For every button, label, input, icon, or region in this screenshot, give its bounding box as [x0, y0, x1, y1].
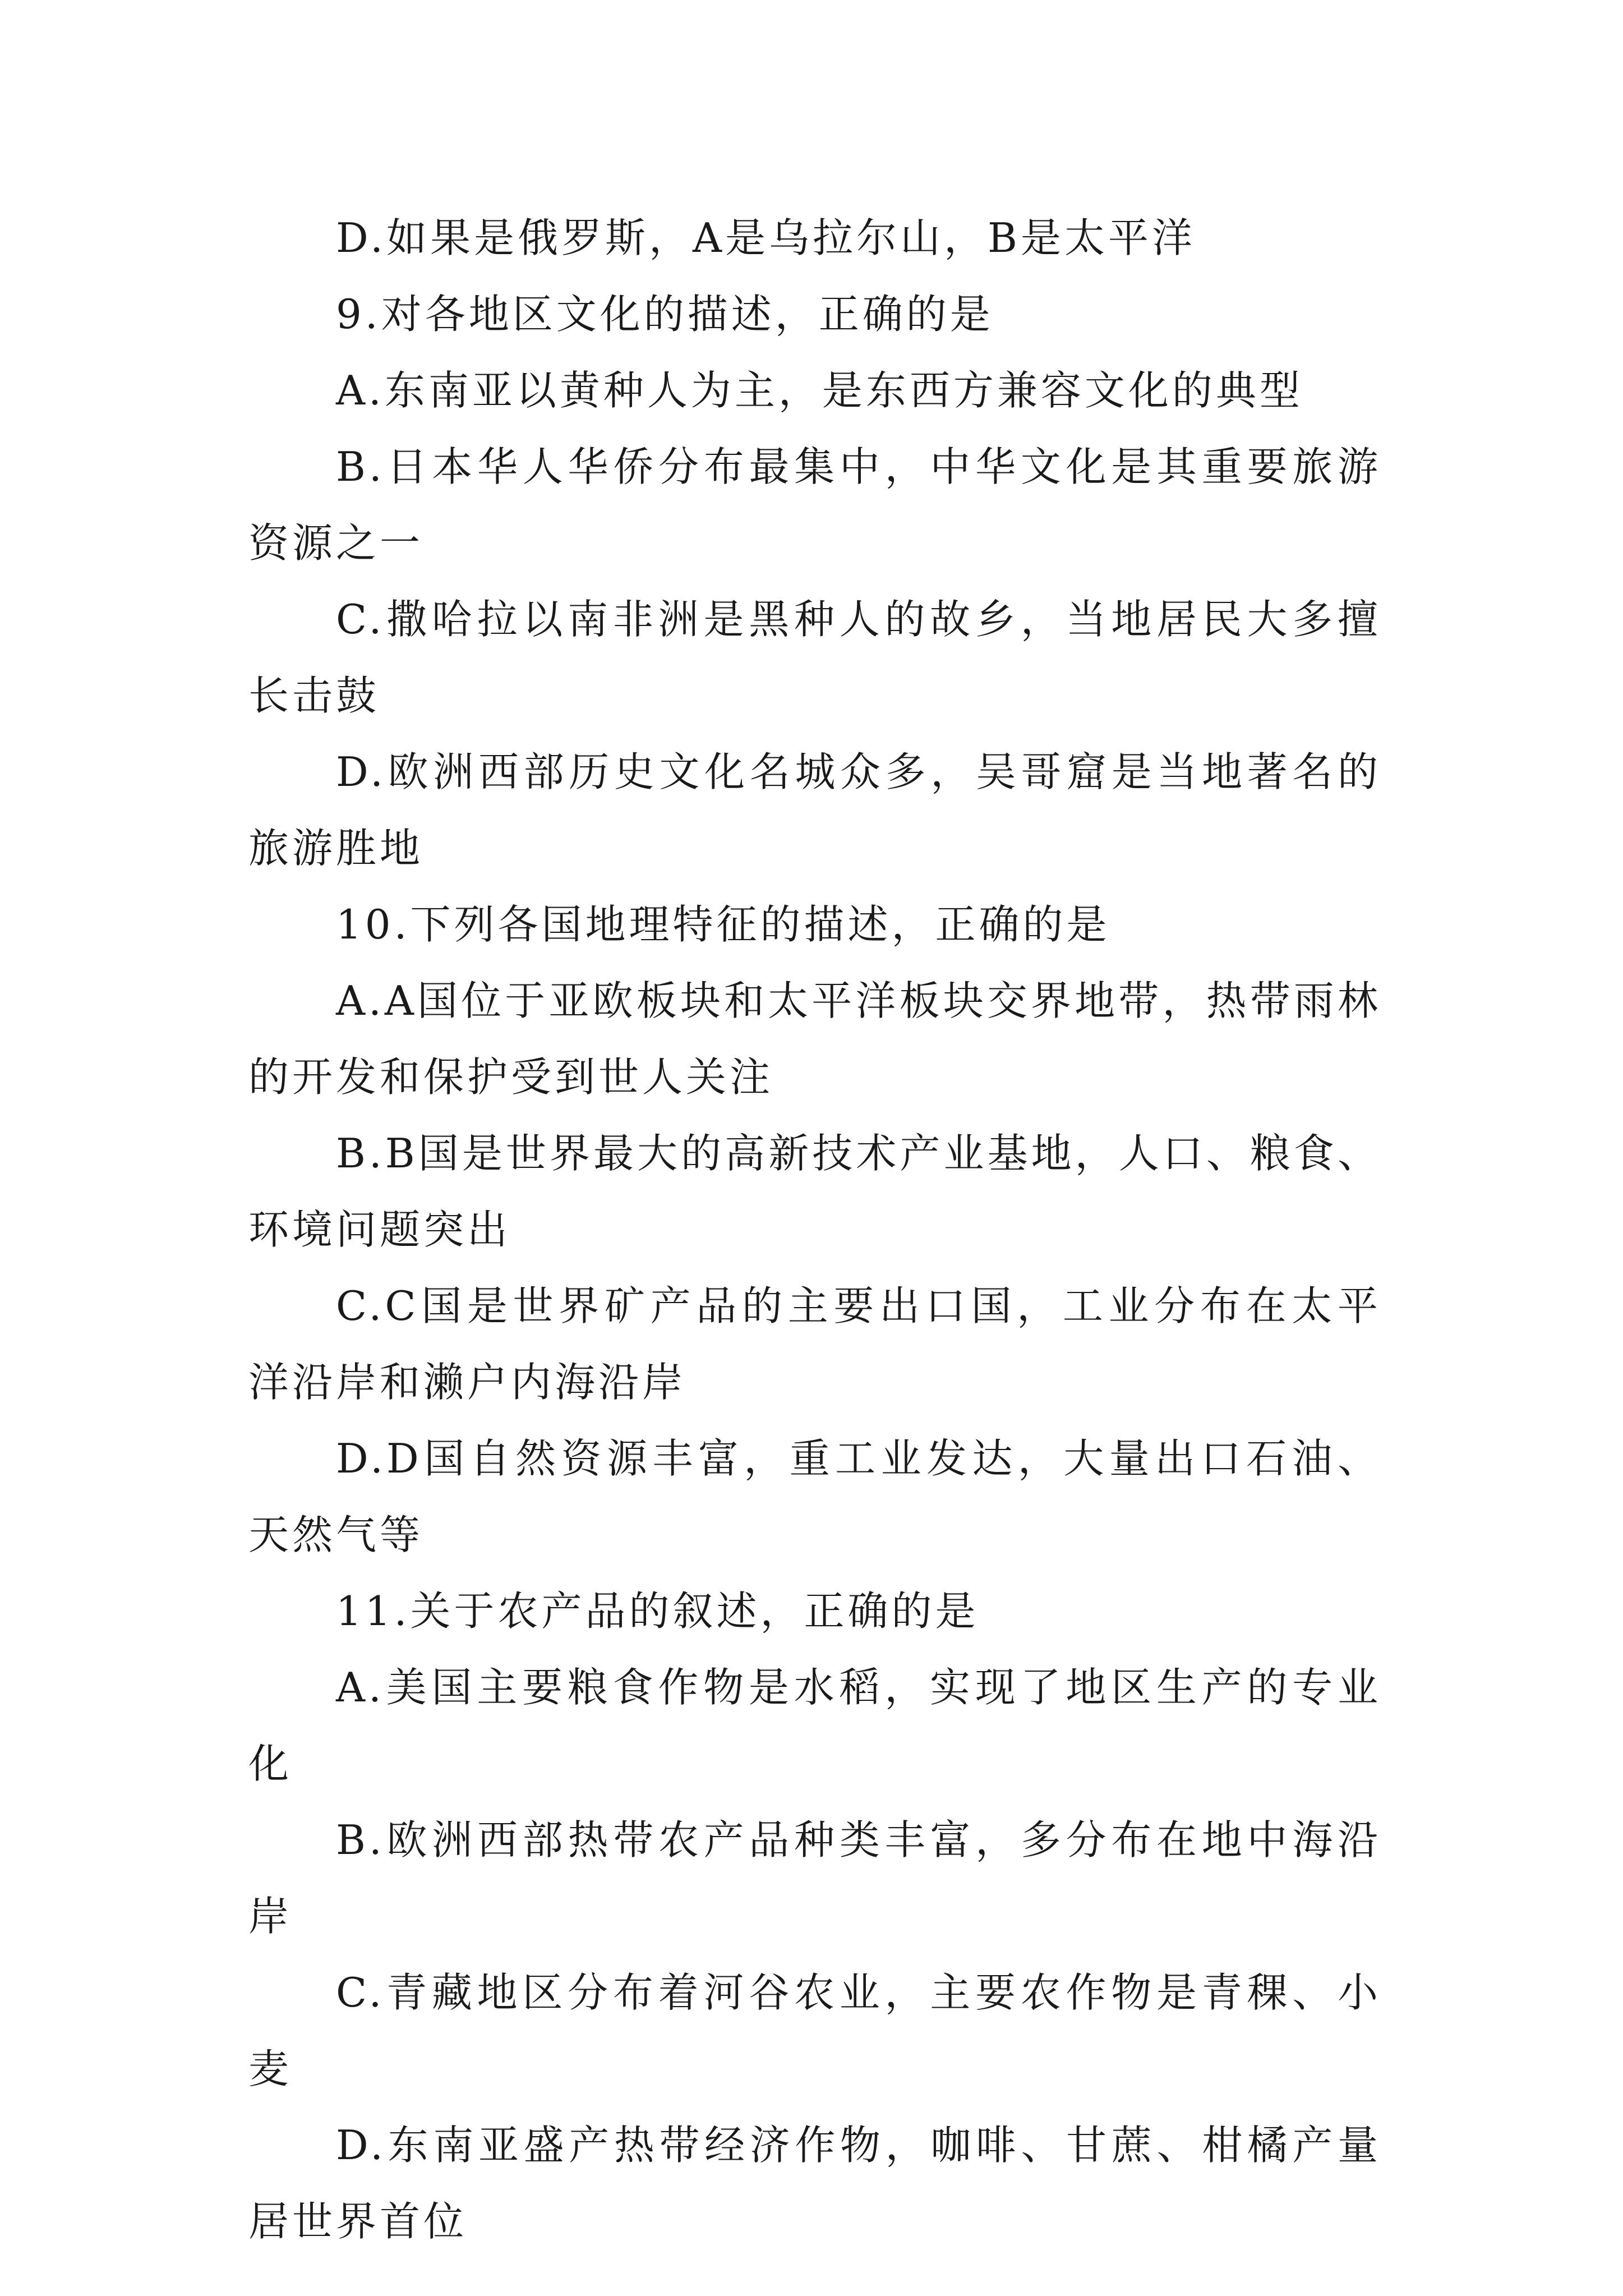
option-8d: D.如果是俄罗斯，A是乌拉尔山，B是太平洋: [336, 214, 1196, 261]
question-10: 10.下列各国地理特征的描述，正确的是: [336, 901, 1110, 948]
option-9b: B.日本华人华侨分布最集中，中华文化是其重要旅游资源之一: [248, 443, 1381, 567]
question-11: 11.关于农产品的叙述，正确的是: [336, 1588, 979, 1635]
document-body: [248, 200, 1381, 2260]
option-10b: B.B国是世界最大的高新技术产业基地，人口、粮食、环境问题突出: [248, 1130, 1381, 1253]
option-10d: D.D国自然资源丰富，重工业发达，大量出口石油、天然气等: [248, 1435, 1381, 1558]
option-11a: A.美国主要粮食作物是水稻，实现了地区生产的专业化: [248, 1664, 1381, 1787]
option-9a: A.东南亚以黄种人为主，是东西方兼容文化的典型: [336, 367, 1303, 414]
option-11c: C.青藏地区分布着河谷农业，主要农作物是青稞、小麦: [248, 1969, 1381, 2092]
option-11d: D.东南亚盛产热带经济作物，咖啡、甘蔗、柑橘产量居世界首位: [248, 2122, 1381, 2245]
option-9d: D.欧洲西部历史文化名城众多，吴哥窟是当地著名的旅游胜地: [248, 748, 1381, 872]
option-10a: A.A国位于亚欧板块和太平洋板块交界地带，热带雨林的开发和保护受到世人关注: [248, 977, 1381, 1101]
question-9: 9.对各地区文化的描述，正确的是: [336, 291, 994, 338]
option-10c: C.C国是世界矿产品的主要出口国，工业分布在太平洋沿岸和濑户内海沿岸: [248, 1282, 1381, 1406]
option-9c: C.撒哈拉以南非洲是黑种人的故乡，当地居民大多擅长击鼓: [248, 596, 1381, 719]
option-11b: B.欧洲西部热带农产品种类丰富，多分布在地中海沿岸: [248, 1816, 1381, 1940]
